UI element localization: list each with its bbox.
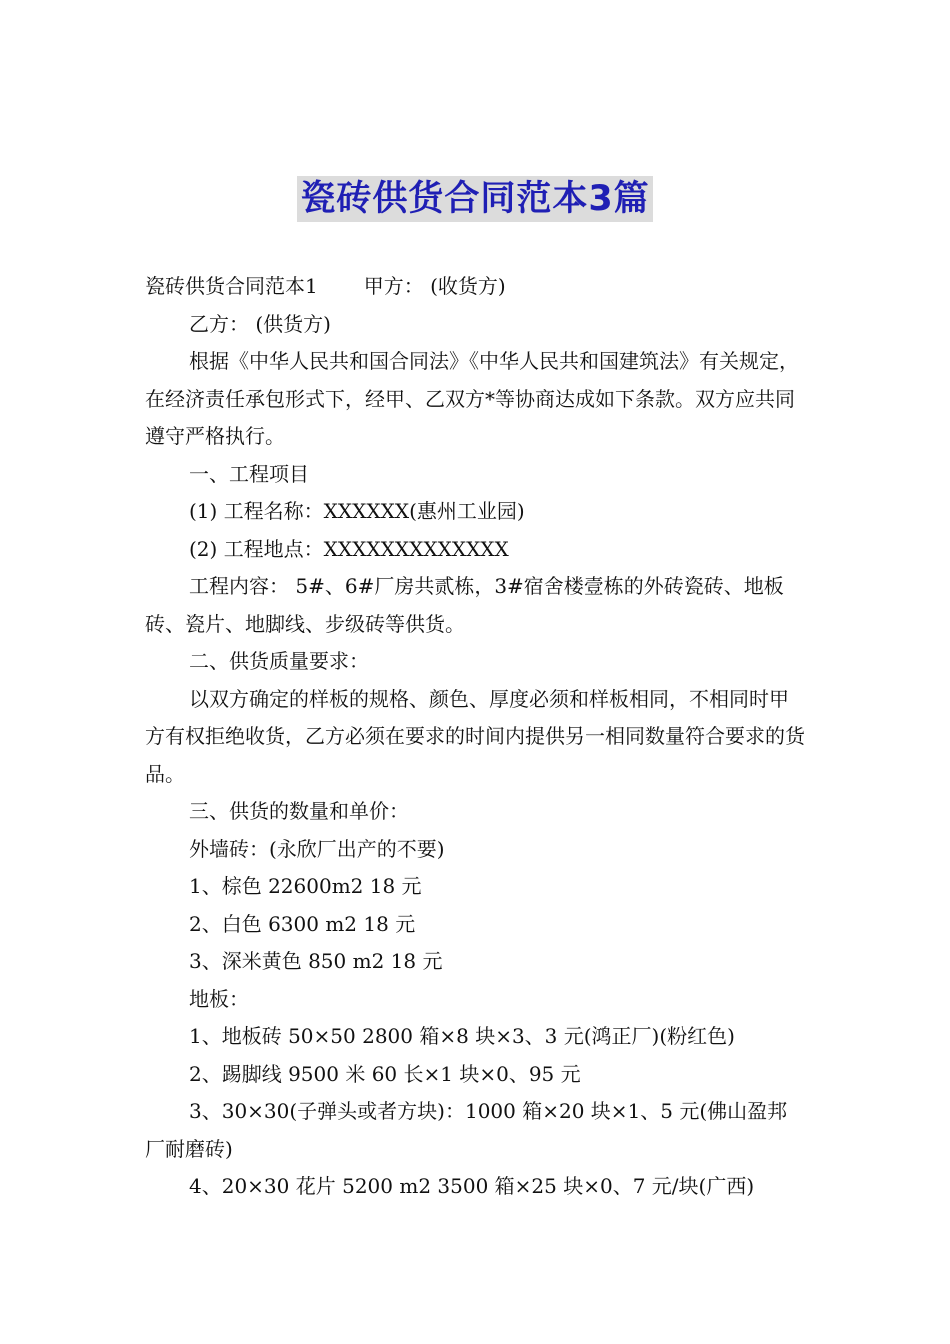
title-container [0, 176, 950, 222]
list-item: 2、踢脚线 9500 米 60 长×1 块×0、95 元 [189, 1061, 581, 1086]
party-a-label: 甲方： (收货方) [363, 274, 506, 298]
section-heading-quantity: 三、供货的数量和单价： [189, 799, 409, 823]
list-item: 2、白色 6300 m2 18 元 [189, 911, 416, 936]
list-item: 3、30×30(子弹头或者方块)：1000 箱×20 块×1、5 元(佛山盈邦厂耐磨砖) [145, 1099, 788, 1161]
section-heading-project: 一、工程项目 [189, 461, 309, 486]
list-item: 4、20×30 花片 5200 m2 3500 箱×25 块×0、7 元/块(广西) [189, 1174, 755, 1198]
list-item: 1、棕色 22600m2 18 元 [189, 874, 422, 898]
paragraph-project-name: (1) 工程名称：XXXXXX(惠州工业园) [189, 499, 525, 523]
paragraph-legal-basis: 根据《中华人民共和国合同法》《中华人民共和国建筑法》有关规定，在经济责任承包形式下，经甲、乙双方*等协商达成如下条款。双方应共同遵守严格执行。 [145, 349, 799, 448]
list-item: 1、地板砖 50×50 2800 箱×8 块×3、3 元(鸿正厂)(粉红色) [189, 1024, 735, 1048]
paragraph-exterior-tile: 外墙砖：(永欣厂出产的不要) [189, 836, 445, 861]
list-item: 3、深米黄色 850 m2 18 元 [189, 949, 443, 973]
document-title: 瓷砖供货合同范本3篇 [297, 176, 652, 222]
document-body [145, 268, 807, 1206]
contract-heading: 瓷砖供货合同范本1 [145, 274, 318, 298]
paragraph-quality: 以双方确定的样板的规格、颜色、厚度必须和样板相同，不相同时甲方有权拒绝收货，乙方必须在要求的时间内提供另一相同数量符合要求的货品。 [145, 686, 805, 786]
paragraph-floor: 地板： [189, 986, 249, 1011]
paragraph-party-b: 乙方： (供货方) [189, 311, 331, 336]
paragraph-project-content: 工程内容： 5#、6#厂房共贰栋，3#宿舍楼壹栋的外砖瓷砖、地板砖、瓷片、地脚线、步级砖等供货。 [145, 574, 784, 636]
section-heading-quality: 二、供货质量要求： [189, 649, 369, 673]
paragraph-project-location: (2) 工程地点：XXXXXXXXXXXXX [189, 536, 509, 561]
first-line [145, 268, 807, 306]
